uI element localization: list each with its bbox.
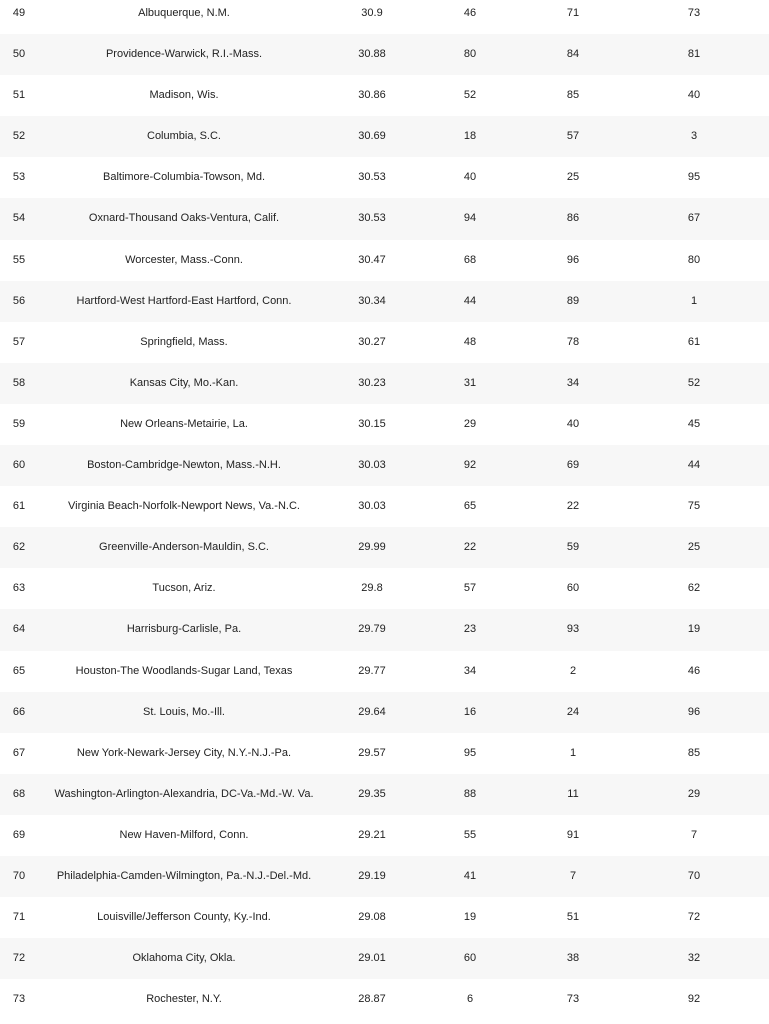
rank-cell: 52 (12, 130, 26, 143)
table-row (0, 240, 769, 281)
rank-cell: 66 (12, 705, 26, 718)
metric-c-cell: 19 (687, 623, 701, 636)
metro-area-cell: Baltimore-Columbia-Towson, Md. (103, 171, 265, 184)
score-cell: 28.87 (358, 993, 386, 1006)
score-cell: 30.53 (358, 171, 386, 184)
score-cell: 29.99 (358, 541, 386, 554)
rank-cell: 70 (12, 869, 26, 882)
metro-area-cell: Washington-Arlington-Alexandria, DC-Va.-Md.-W. Va. (54, 787, 314, 800)
score-cell: 29.64 (358, 705, 386, 718)
score-cell: 30.23 (358, 376, 386, 389)
metric-b-cell: 57 (566, 130, 580, 143)
metro-area-cell: St. Louis, Mo.-Ill. (143, 705, 225, 718)
rank-cell: 60 (12, 459, 26, 472)
table-row (0, 75, 769, 116)
rank-cell: 68 (12, 787, 26, 800)
rank-cell: 53 (12, 171, 26, 184)
rank-cell: 65 (12, 664, 26, 677)
table-row (0, 979, 769, 1020)
score-cell: 29.19 (358, 869, 386, 882)
score-cell: 29.77 (358, 664, 386, 677)
table-row (0, 34, 769, 75)
table-row (0, 363, 769, 404)
rank-cell: 50 (12, 48, 26, 61)
rank-cell: 56 (12, 294, 26, 307)
metric-a-cell: 19 (463, 911, 477, 924)
metric-c-cell: 92 (687, 993, 701, 1006)
table-row (0, 856, 769, 897)
rank-cell: 62 (12, 541, 26, 554)
metro-area-cell: Virginia Beach-Norfolk-Newport News, Va.-N.C. (68, 500, 300, 513)
metric-c-cell: 67 (687, 212, 701, 225)
score-cell: 29.8 (361, 582, 383, 595)
rank-cell: 63 (12, 582, 26, 595)
score-cell: 29.35 (358, 787, 386, 800)
table-row (0, 445, 769, 486)
table-row (0, 815, 769, 856)
metric-c-cell: 62 (687, 582, 701, 595)
metric-a-cell: 6 (466, 993, 474, 1006)
metric-c-cell: 95 (687, 171, 701, 184)
metric-c-cell: 7 (690, 828, 698, 841)
metric-c-cell: 80 (687, 253, 701, 266)
table-row (0, 157, 769, 198)
metro-area-cell: Madison, Wis. (149, 89, 219, 102)
score-cell: 30.15 (358, 417, 386, 430)
score-cell: 29.08 (358, 911, 386, 924)
metric-b-cell: 85 (566, 89, 580, 102)
metric-a-cell: 65 (463, 500, 477, 513)
metro-area-cell: Greenville-Anderson-Mauldin, S.C. (99, 541, 269, 554)
rank-cell: 51 (12, 89, 26, 102)
metric-c-cell: 45 (687, 417, 701, 430)
metric-a-cell: 34 (463, 664, 477, 677)
metric-b-cell: 24 (566, 705, 580, 718)
metric-c-cell: 40 (687, 89, 701, 102)
metric-b-cell: 73 (566, 993, 580, 1006)
score-cell: 29.21 (358, 828, 386, 841)
score-cell: 30.53 (358, 212, 386, 225)
table-row (0, 198, 769, 239)
table-row (0, 938, 769, 979)
score-cell: 30.47 (358, 253, 386, 266)
metro-area-cell: New York-Newark-Jersey City, N.Y.-N.J.-Pa. (76, 746, 292, 759)
rank-cell: 61 (12, 500, 26, 513)
rank-cell: 49 (12, 7, 26, 19)
metric-a-cell: 46 (463, 7, 477, 19)
metric-a-cell: 57 (463, 582, 477, 595)
score-cell: 30.88 (358, 48, 386, 61)
metric-c-cell: 85 (687, 746, 701, 759)
metro-area-cell: Oklahoma City, Okla. (132, 952, 236, 965)
metric-c-cell: 1 (690, 294, 698, 307)
rank-cell: 67 (12, 746, 26, 759)
metric-a-cell: 18 (463, 130, 477, 143)
metric-a-cell: 44 (463, 294, 477, 307)
metro-area-cell: Providence-Warwick, R.I.-Mass. (105, 48, 263, 61)
metric-c-cell: 46 (687, 664, 701, 677)
metric-c-cell: 44 (687, 459, 701, 472)
metro-area-cell: Louisville/Jefferson County, Ky.-Ind. (97, 911, 271, 924)
metric-a-cell: 29 (463, 417, 477, 430)
score-cell: 29.57 (358, 746, 386, 759)
metric-a-cell: 68 (463, 253, 477, 266)
metric-a-cell: 60 (463, 952, 477, 965)
table-row (0, 692, 769, 733)
metric-b-cell: 38 (566, 952, 580, 965)
score-cell: 30.34 (358, 294, 386, 307)
metric-a-cell: 31 (463, 376, 477, 389)
metric-a-cell: 40 (463, 171, 477, 184)
table-row (0, 774, 769, 815)
rank-cell: 73 (12, 993, 26, 1006)
metric-b-cell: 96 (566, 253, 580, 266)
metric-b-cell: 59 (566, 541, 580, 554)
metric-c-cell: 3 (690, 130, 698, 143)
metric-b-cell: 91 (566, 828, 580, 841)
rank-cell: 54 (12, 212, 26, 225)
metric-c-cell: 72 (687, 911, 701, 924)
metro-area-cell: Rochester, N.Y. (146, 993, 222, 1006)
metric-a-cell: 94 (463, 212, 477, 225)
table-row (0, 897, 769, 938)
table-row (0, 733, 769, 774)
metric-b-cell: 22 (566, 500, 580, 513)
score-cell: 29.79 (358, 623, 386, 636)
metric-c-cell: 52 (687, 376, 701, 389)
metric-b-cell: 93 (566, 623, 580, 636)
metric-b-cell: 40 (566, 417, 580, 430)
score-cell: 29.01 (358, 952, 386, 965)
table-row (0, 651, 769, 692)
score-cell: 30.03 (358, 500, 386, 513)
table-row (0, 609, 769, 650)
metro-area-cell: Tucson, Ariz. (152, 582, 216, 595)
metric-a-cell: 22 (463, 541, 477, 554)
metro-area-cell: Worcester, Mass.-Conn. (125, 253, 243, 266)
metric-b-cell: 89 (566, 294, 580, 307)
table-row (0, 568, 769, 609)
metric-c-cell: 29 (687, 787, 701, 800)
score-cell: 30.69 (358, 130, 386, 143)
metric-b-cell: 25 (566, 171, 580, 184)
metric-c-cell: 32 (687, 952, 701, 965)
rank-cell: 64 (12, 623, 26, 636)
metric-c-cell: 96 (687, 705, 701, 718)
score-cell: 30.03 (358, 459, 386, 472)
metric-c-cell: 61 (687, 335, 701, 348)
metric-a-cell: 95 (463, 746, 477, 759)
rank-cell: 57 (12, 335, 26, 348)
score-cell: 30.9 (361, 7, 383, 19)
metro-area-cell: Kansas City, Mo.-Kan. (129, 376, 239, 389)
metro-area-cell: Boston-Cambridge-Newton, Mass.-N.H. (87, 459, 281, 472)
table-row (0, 0, 769, 34)
table-row (0, 281, 769, 322)
rank-cell: 71 (12, 911, 26, 924)
metro-area-cell: Columbia, S.C. (147, 130, 221, 143)
metro-area-cell: Harrisburg-Carlisle, Pa. (126, 623, 242, 636)
metric-b-cell: 84 (566, 48, 580, 61)
metro-area-cell: New Orleans-Metairie, La. (120, 417, 248, 430)
table-row (0, 527, 769, 568)
metric-a-cell: 55 (463, 828, 477, 841)
metric-a-cell: 41 (463, 869, 477, 882)
metric-c-cell: 75 (687, 500, 701, 513)
metro-area-cell: Springfield, Mass. (140, 335, 228, 348)
metric-b-cell: 51 (566, 911, 580, 924)
metric-b-cell: 86 (566, 212, 580, 225)
metric-a-cell: 48 (463, 335, 477, 348)
table-row (0, 322, 769, 363)
rank-cell: 69 (12, 828, 26, 841)
rank-cell: 59 (12, 417, 26, 430)
metric-c-cell: 25 (687, 541, 701, 554)
metric-a-cell: 88 (463, 787, 477, 800)
metric-a-cell: 80 (463, 48, 477, 61)
metric-b-cell: 71 (566, 7, 580, 19)
metro-area-cell: Philadelphia-Camden-Wilmington, Pa.-N.J.-Del.-Md. (56, 869, 312, 882)
score-cell: 30.27 (358, 335, 386, 348)
metro-area-cell: New Haven-Milford, Conn. (119, 828, 249, 841)
metric-b-cell: 78 (566, 335, 580, 348)
metric-b-cell: 11 (567, 787, 579, 800)
rank-cell: 72 (12, 952, 26, 965)
metric-b-cell: 34 (566, 376, 580, 389)
metric-a-cell: 92 (463, 459, 477, 472)
score-cell: 30.86 (358, 89, 386, 102)
metric-b-cell: 69 (566, 459, 580, 472)
metric-b-cell: 2 (569, 664, 577, 677)
metric-a-cell: 23 (463, 623, 477, 636)
rank-cell: 58 (12, 376, 26, 389)
metric-c-cell: 70 (687, 869, 701, 882)
metric-b-cell: 7 (569, 869, 577, 882)
metric-b-cell: 1 (569, 746, 577, 759)
metric-a-cell: 52 (463, 89, 477, 102)
metro-area-cell: Houston-The Woodlands-Sugar Land, Texas (75, 664, 293, 677)
metric-a-cell: 16 (463, 705, 477, 718)
metro-area-cell: Hartford-West Hartford-East Hartford, Conn. (76, 294, 292, 307)
metric-c-cell: 73 (687, 7, 701, 19)
table-row (0, 116, 769, 157)
rank-cell: 55 (12, 253, 26, 266)
metro-area-cell: Oxnard-Thousand Oaks-Ventura, Calif. (88, 212, 280, 225)
table-row (0, 486, 769, 527)
metric-c-cell: 81 (687, 48, 701, 61)
metric-b-cell: 60 (566, 582, 580, 595)
metro-area-cell: Albuquerque, N.M. (138, 7, 230, 19)
table-row (0, 404, 769, 445)
